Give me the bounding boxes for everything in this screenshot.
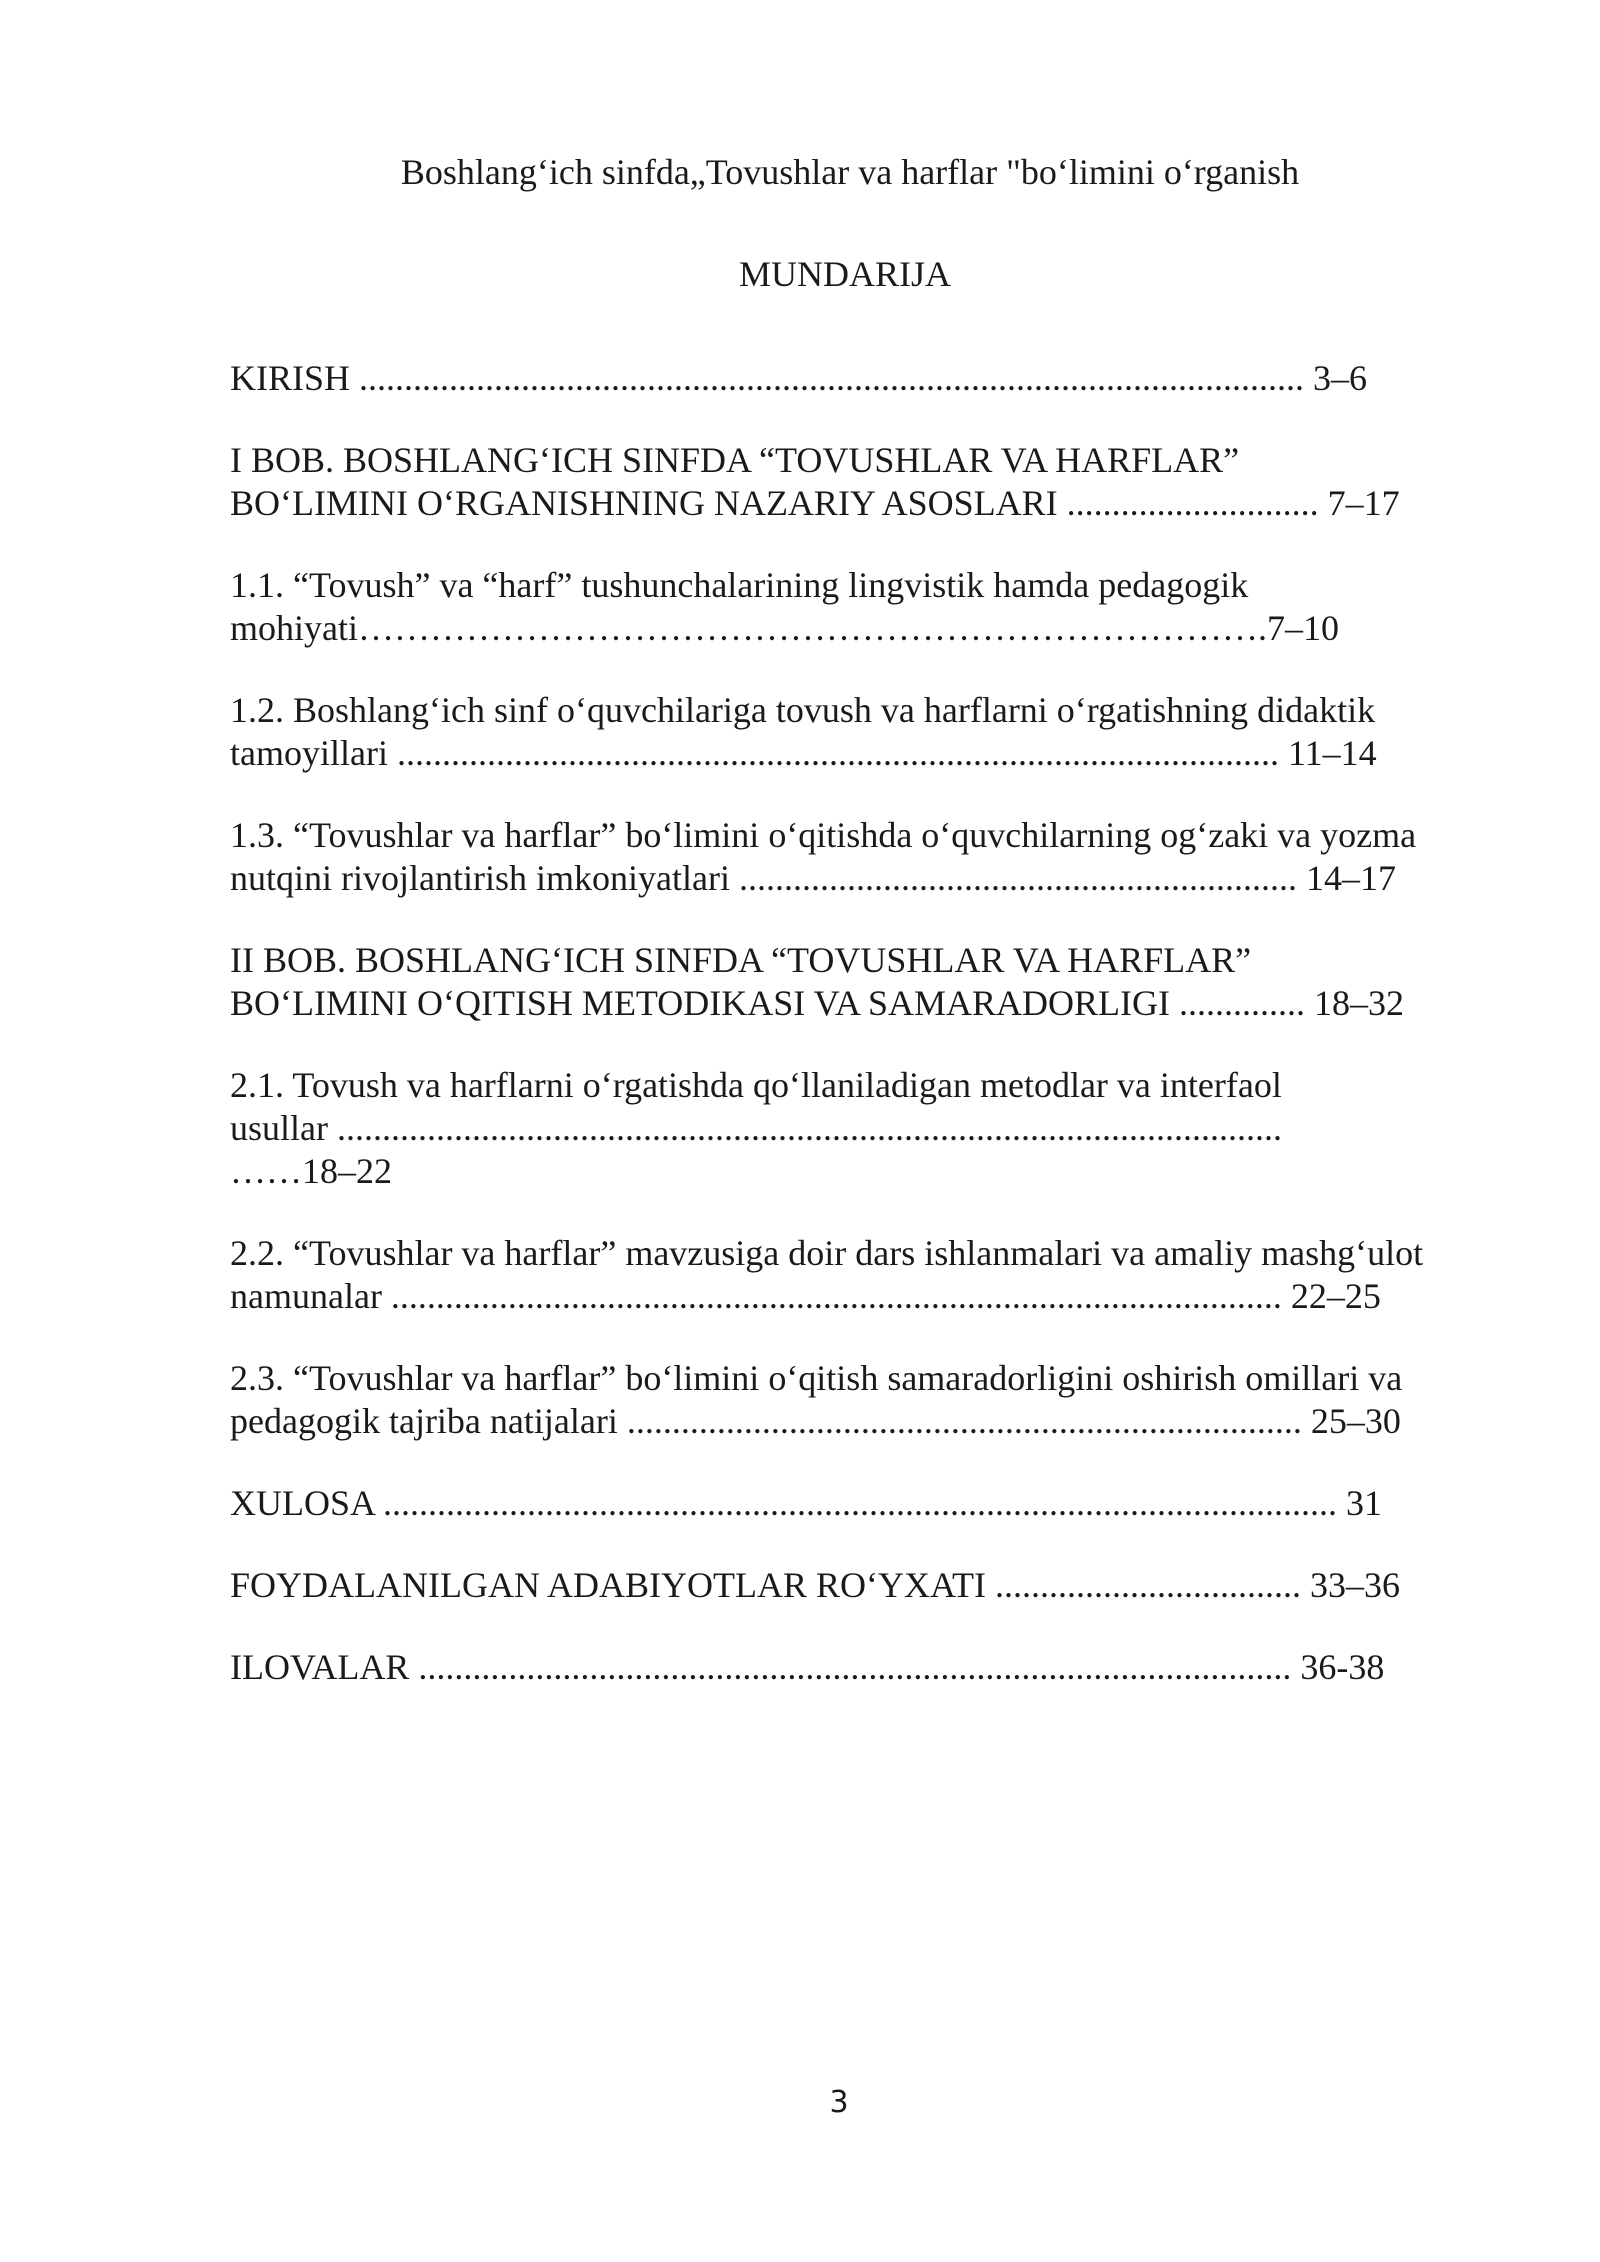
toc-line: ……18–22 — [230, 1151, 392, 1191]
toc-line: 1.1. “Tovush” va “harf” tushunchalarining lingvistik hamda pedagogik — [230, 565, 1249, 605]
toc-line: nutqini rivojlantirish imkoniyatlari .............................................................. 14–17 — [230, 858, 1396, 898]
toc-line: BO‘LIMINI O‘QITISH METODIKASI VA SAMARADORLIGI .............. 18–32 — [230, 983, 1404, 1023]
toc-entry-section-2-3 — [230, 1357, 1500, 1443]
toc-line: 1.2. Boshlang‘ich sinf o‘quvchilariga tovush va harflarni o‘rgatishning didaktik — [230, 690, 1376, 730]
toc-entry-chapter-2 — [230, 939, 1500, 1025]
toc-entry-section-2-1 — [230, 1064, 1500, 1193]
toc-line: ILOVALAR ................................................................................................. 36-38 — [230, 1647, 1385, 1687]
toc-line: I BOB. BOSHLANG‘ICH SINFDA “TOVUSHLAR VA HARFLAR” — [230, 440, 1240, 480]
toc-line: II BOB. BOSHLANG‘ICH SINFDA “TOVUSHLAR VA HARFLAR” — [230, 940, 1252, 980]
toc-line: BO‘LIMINI O‘RGANISHNING NAZARIY ASOSLARI ............................ 7–17 — [230, 483, 1400, 523]
toc-line: 2.2. “Tovushlar va harflar” mavzusiga doir dars ishlanmalari va amaliy mashg‘ulot — [230, 1233, 1424, 1273]
toc-entry-introduction — [230, 357, 1500, 400]
toc-entry-conclusion — [230, 1482, 1500, 1525]
toc-entry-section-1-1 — [230, 564, 1500, 650]
toc-entry-appendices — [230, 1646, 1500, 1689]
toc-line: mohiyati………………………………………………………………….7–10 — [230, 608, 1339, 648]
toc-entry-section-1-3 — [230, 814, 1500, 900]
toc-line: usullar ......................................................................................................... — [230, 1108, 1282, 1148]
toc-line: 2.3. “Tovushlar va harflar” bo‘limini o‘qitish samaradorligini oshirish omillari va — [230, 1358, 1403, 1398]
toc-entry-chapter-1 — [230, 439, 1500, 525]
toc-entry-section-2-2 — [230, 1232, 1500, 1318]
document-title: Boshlang‘ich sinfda„Tovushlar va harflar "bo‘limini o‘rganish — [400, 152, 1300, 192]
table-of-contents-heading: MUNDARIJA — [738, 254, 951, 294]
toc-line: KIRISH ......................................................................................................... 3–6 — [230, 358, 1368, 398]
toc-entry-section-1-2 — [230, 689, 1500, 775]
toc-line: XULOSA .......................................................................................................... 31 — [230, 1483, 1383, 1523]
page-number: 3 — [829, 2085, 849, 2120]
toc-line: pedagogik tajriba natijalari ........................................................................... 25–30 — [230, 1401, 1401, 1441]
table-of-contents — [230, 357, 1500, 1728]
toc-line: tamoyillari .................................................................................................. 11–14 — [230, 733, 1377, 773]
toc-entry-references — [230, 1564, 1500, 1607]
toc-line: namunalar ................................................................................................... 22–25 — [230, 1276, 1381, 1316]
toc-line: 2.1. Tovush va harflarni o‘rgatishda qo‘llaniladigan metodlar va interfaol — [230, 1065, 1282, 1105]
toc-line: 1.3. “Tovushlar va harflar” bo‘limini o‘qitishda o‘quvchilarning og‘zaki va yozma — [230, 815, 1417, 855]
toc-line: FOYDALANILGAN ADABIYOTLAR RO‘YXATI .................................. 33–36 — [230, 1565, 1400, 1605]
